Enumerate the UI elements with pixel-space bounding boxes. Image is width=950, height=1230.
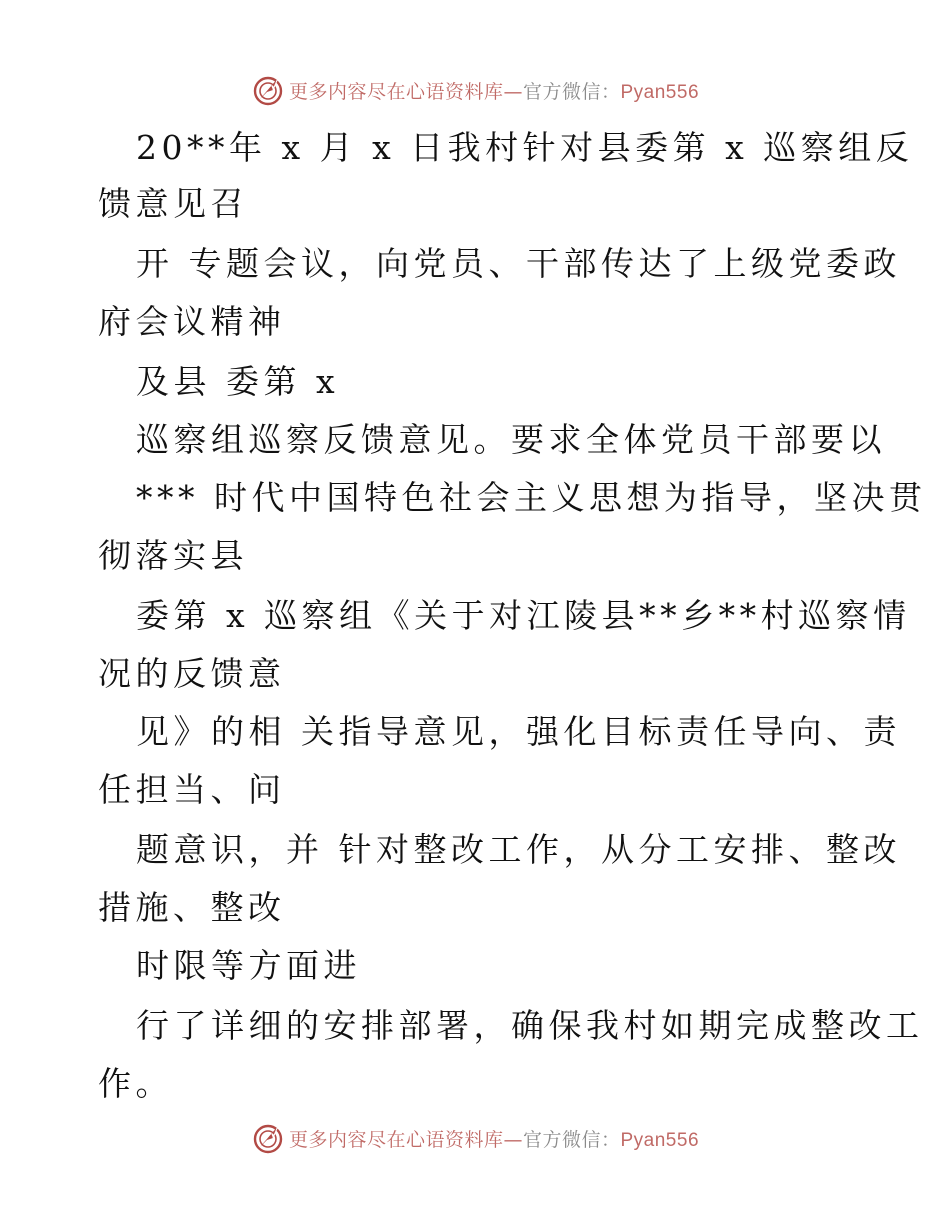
watermark-label: 官方微信：	[522, 80, 621, 103]
body-line: 巡察组巡察反馈意见。要求全体党员干部要以	[136, 420, 886, 459]
watermark-label: 官方微信：	[522, 1128, 621, 1151]
body-line: 府会议精神	[98, 302, 286, 341]
body-line: 措施、整改	[98, 888, 286, 927]
body-line: 馈意见召	[98, 184, 248, 223]
body-line: 时限等方面进	[136, 946, 361, 985]
body-line: 及县 委第 x	[136, 362, 340, 401]
body-line: 见》的相 关指导意见，强化目标责任导向、责	[136, 712, 901, 751]
body-line: 作。	[98, 1064, 173, 1103]
watermark-brand: 更多内容尽在心语资料库	[288, 80, 504, 103]
body-line: 行了详细的安排部署，确保我村如期完成整改工	[136, 1006, 924, 1045]
watermark-dash: —	[503, 80, 523, 103]
footer-watermark	[0, 1118, 950, 1158]
body-line: 况的反馈意	[98, 654, 286, 693]
watermark-id: Pyan556	[620, 81, 700, 103]
body-line: 题意识，并 针对整改工作，从分工安排、整改	[136, 830, 901, 869]
watermark-brand: 更多内容尽在心语资料库	[288, 1128, 504, 1151]
body-line: 开 专题会议，向党员、干部传达了上级党委政	[136, 244, 901, 283]
watermark-dash: —	[503, 1128, 523, 1151]
header-watermark	[0, 70, 950, 110]
body-line: 20**年 x 月 x 日我村针对县委第 x 巡察组反	[136, 128, 914, 167]
feather-pen-logo-icon	[251, 73, 285, 107]
body-line: 委第 x 巡察组《关于对江陵县**乡**村巡察情	[136, 596, 911, 635]
body-line: *** 时代中国特色社会主义思想为指导，坚决贯	[136, 478, 927, 517]
watermark-text	[289, 77, 699, 104]
body-line: 彻落实县	[98, 536, 248, 575]
watermark-id: Pyan556	[620, 1129, 700, 1151]
watermark-text	[289, 1125, 699, 1152]
body-line: 任担当、问	[98, 770, 286, 809]
feather-pen-logo-icon	[251, 1121, 285, 1155]
